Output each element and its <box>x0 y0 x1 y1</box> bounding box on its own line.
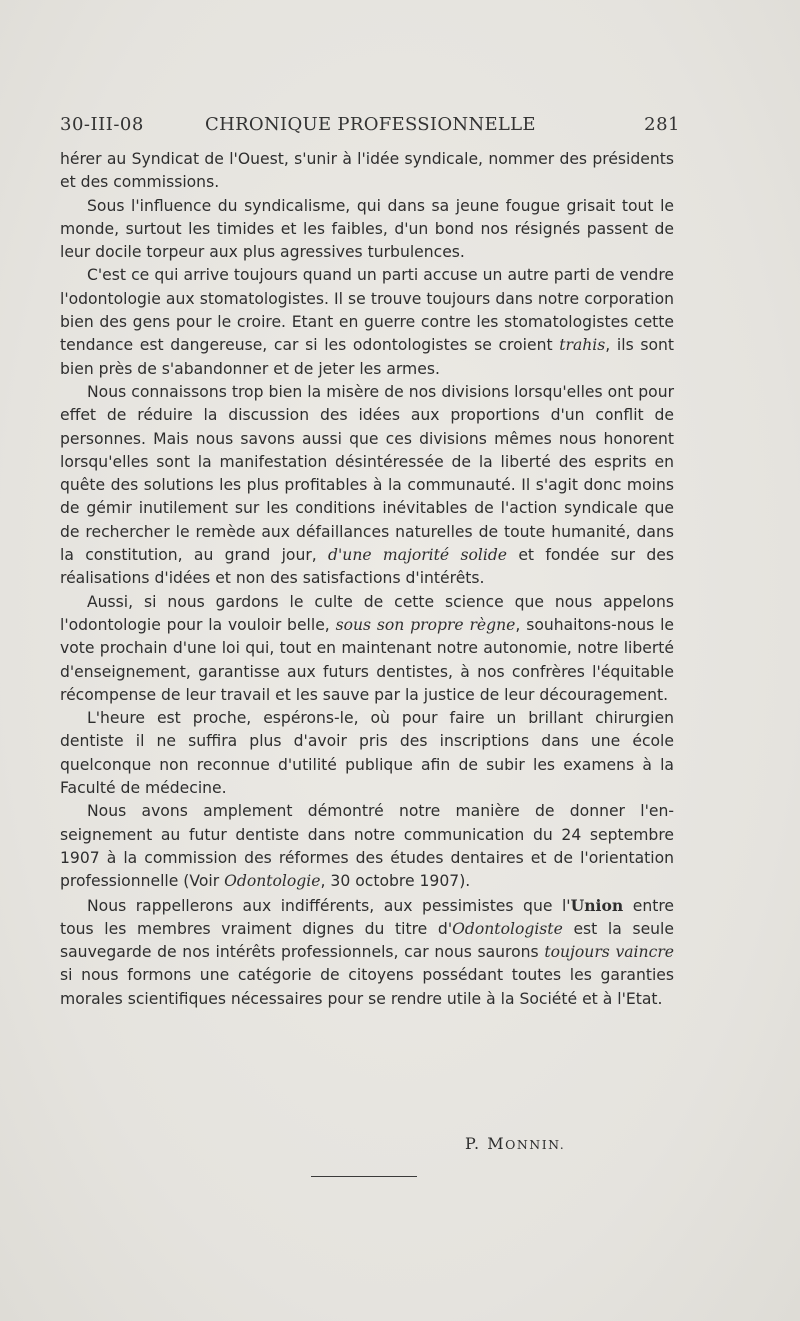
text-run: entre tous les membres vraiment dignes du titre d' <box>60 896 674 938</box>
italic-text: Odontologiste <box>452 919 563 938</box>
italic-text: d'une majorité solide <box>328 546 508 565</box>
article-body <box>60 148 674 1011</box>
text-run: et fondée sur des réalisations d'idées et non des satisfactions d'intérêts. <box>60 546 674 588</box>
paragraph <box>60 148 674 195</box>
paragraph <box>60 591 674 707</box>
text-run: C'est ce qui arrive toujours quand un parti accuse un autre parti de vendre l'odontologie aux stomatologistes. Il se trouve toujours dans notre corporation bien des gens pour le croire. Etant en guerre contre les stomatologistes cette tendance est dangereuse, car si les odontologistes se croient <box>60 266 674 355</box>
italic-text: trahis <box>559 336 606 355</box>
issue-date: 30-III-08 <box>60 114 144 135</box>
italic-text: sous son propre règne <box>335 615 516 634</box>
text-run: L'heure est proche, espérons-le, où pour faire un brillant chirurgien dentiste il ne suffira plus d'avoir pris des inscriptions dans une école quelconque non reconnue d'utilité publique afin de subir les examens à la Faculté de médecine. <box>60 709 674 798</box>
signature-rest: ONNIN. <box>505 1137 566 1152</box>
text-run: Nous rappellerons aux indifférents, aux pessimistes que l' <box>87 896 571 915</box>
paragraph <box>60 800 674 893</box>
paragraph <box>60 707 674 800</box>
paragraph <box>60 264 674 380</box>
paragraph <box>60 195 674 265</box>
text-run: , ils sont bien près de s'abandonner et de jeter les armes. <box>60 336 674 378</box>
paragraph <box>60 894 674 1011</box>
text-run: Aussi, si nous gardons le culte de cette science que nous appelons l'odontologie pour la vouloir belle, <box>60 592 674 634</box>
signature-initial: P. M <box>465 1134 506 1153</box>
author-signature <box>465 1134 565 1153</box>
page-number: 281 <box>644 114 680 135</box>
running-head <box>60 114 680 140</box>
text-run: hérer au Syndicat de l'Ouest, s'unir à l'idée syndicale, nommer des présidents et des commissions. <box>60 150 674 192</box>
end-rule <box>311 1176 417 1177</box>
bold-text: Union <box>570 895 624 915</box>
text-run: Nous connaissons trop bien la misère de nos divisions lorsqu'elles ont pour effet de réduire la discussion des idées aux proportions d'un conflit de personnes. Mais nous savons aussi que ces divisions mêmes nous honorent lorsqu'elles sont la manifestation désintéressée de la liberté des esprits en quête des solutions les plus profitables à la communauté. Il s'agit donc moins de gémir inutilement sur les conditions inévitables de l'action syndicale que de rechercher le remède aux défaillances naturelles de toute humanité, dans la constitution, au grand jour, <box>60 382 674 565</box>
text-run: Nous avons amplement démontré notre manière de donner l'enseignement au futur dentiste dans notre communication du 24 septembre 1907 à la commission des réformes des études dentaires et de l'orientation professionnelle (Voir <box>60 802 674 891</box>
italic-text: toujours vaincre <box>544 943 675 962</box>
paragraph <box>60 381 674 591</box>
text-run: , 30 octobre 1907). <box>320 872 471 891</box>
text-run: est la seule sauvegarde de nos intérêts professionnels, car nous saurons <box>60 919 674 962</box>
text-run: Sous l'influence du syndicalisme, qui dans sa jeune fougue grisait tout le monde, surtout les timides et les faibles, d'un bond nos résignés passent de leur docile torpeur aux plus agressives turbulences. <box>60 196 674 262</box>
section-title: CHRONIQUE PROFESSIONNELLE <box>205 114 536 135</box>
text-run: , souhaitons-nous le vote prochain d'une loi qui, tout en maintenant notre autonomie, notre liberté d'enseignement, garantisse aux futurs dentistes, à nos confrères l'équitable récompense de leur travail et les sauve par la justice de leur découragement. <box>60 615 674 704</box>
italic-text: Odontologie <box>224 872 321 891</box>
text-run: si nous formons une catégorie de citoyens possédant toutes les garanties morales scientifiques nécessaires pour se rendre utile à la Société et à l'Etat. <box>60 966 674 1008</box>
